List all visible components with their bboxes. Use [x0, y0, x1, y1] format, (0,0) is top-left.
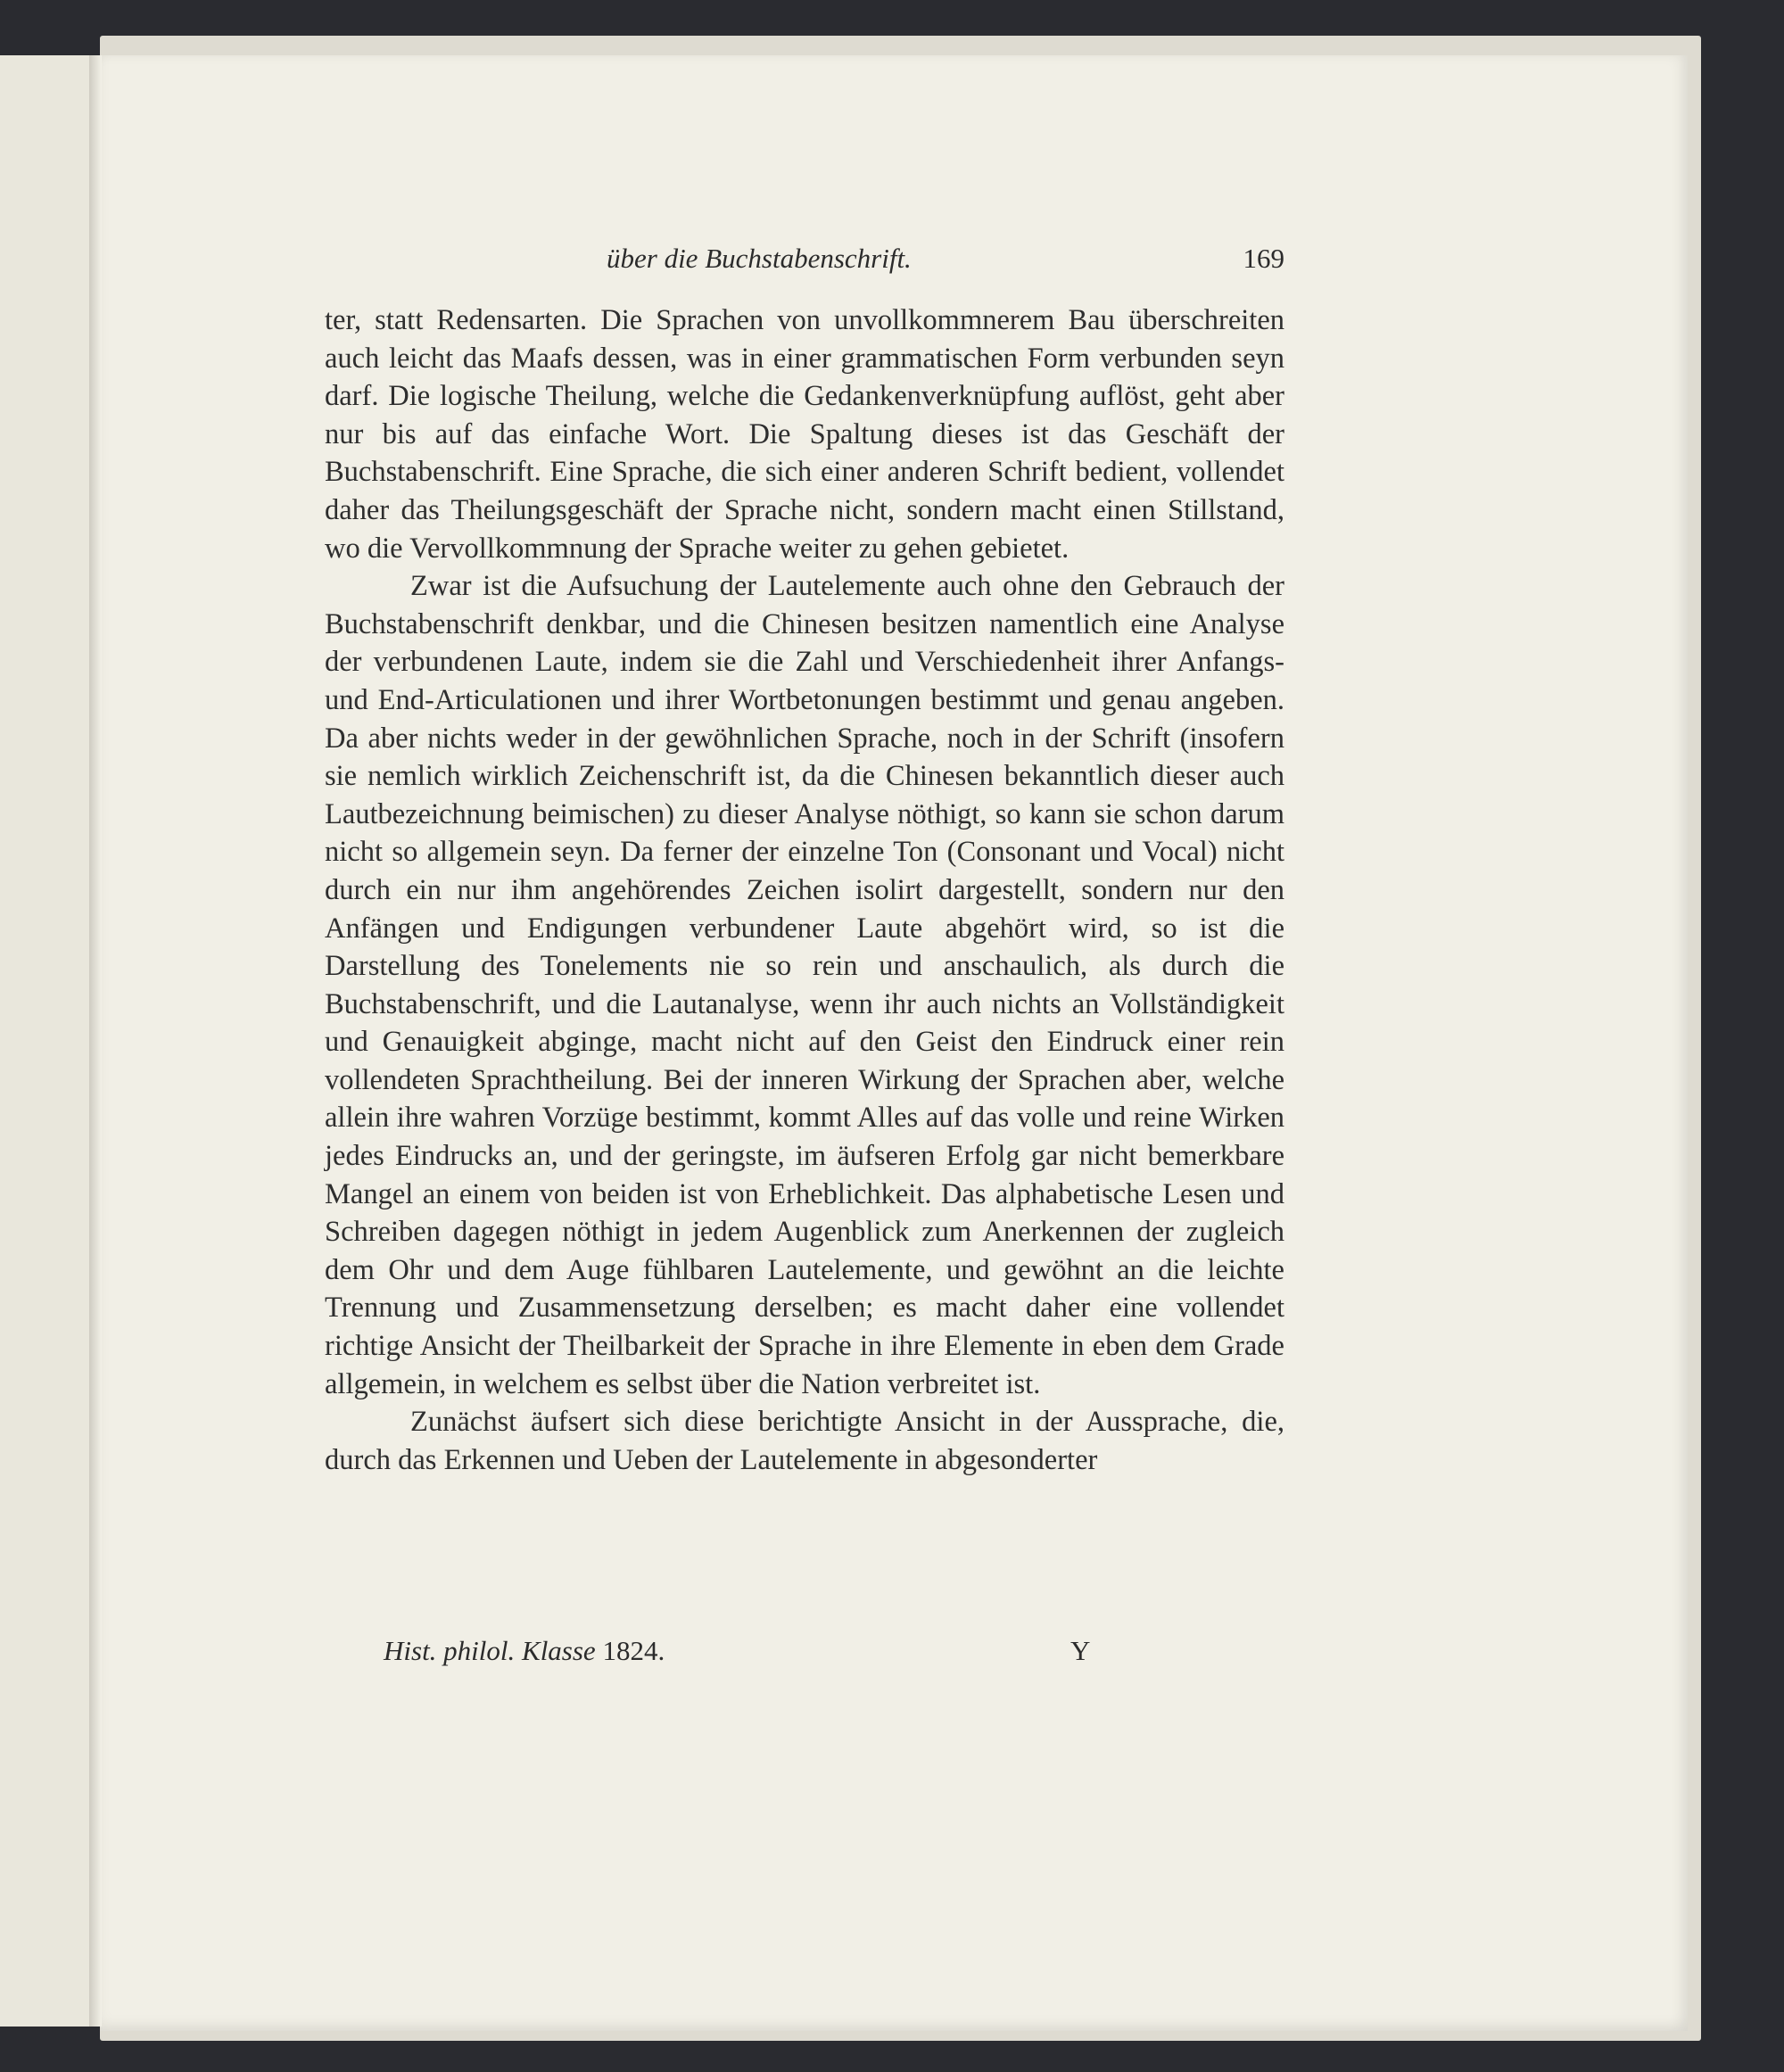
paragraph: Zunächst äufsert sich diese berichtigte Ansicht in der Aussprache, die, durch das Erkennen und Ueben der Lautelemente in abgesonderter	[325, 1406, 1284, 1476]
book-gutter	[89, 55, 102, 2027]
signature-line	[384, 1635, 665, 1667]
page-footer	[384, 1635, 1097, 1676]
paragraph: Zwar ist die Aufsuchung der Lautelemente auch ohne den Gebrauch der Buchstabenschrift denkbar, und die Chinesen besitzen namentlich eine Analyse der verbundenen Laute, indem sie die Zahl und Verschiedenheit ihrer Anfangs- und End-Articulationen und ihrer Wortbetonungen bestimmt und genau angeben. Da aber nichts weder in der gewöhnlichen Sprache, noch in der Schrift (insofern sie nemlich wirklich Zeichenschrift ist, da die Chinesen bekanntlich dieser auch Lautbezeichnung beimischen) zu dieser Analyse nöthigt, so kann sie schon darum nicht so allgemein seyn. Da ferner der einzelne Ton (Consonant und Vocal) nicht durch ein nur ihm angehörendes Zeichen isolirt dargestellt, sondern nur den Anfängen und Endigungen verbundener Laute abgehört wird, so ist die Darstellung des Tonelements nie so rein und anschaulich, als durch die Buchstabenschrift, und die Lautanalyse, wenn ihr auch nichts an Vollständigkeit und Genauigkeit abginge, macht nicht auf den Geist den Eindruck einer rein vollendeten Sprachtheilung. Bei der inneren Wirkung der Sprachen aber, welche allein ihre wahren Vorzüge bestimmt, kommt Alles auf das volle und reine Wirken jedes Eindrucks an, und der geringste, im äufseren Erfolg gar nicht bemerkbare Mangel an einem von beiden ist von Erheblichkeit. Das alphabetische Lesen und Schreiben dagegen nöthigt in jedem Augenblick zum Anerkennen der zugleich dem Ohr und dem Auge fühlbaren Lautelemente, und gewöhnt an die leichte Trennung und Zusammensetzung derselben; es macht daher eine vollendet richtige Ansicht der Theilbarkeit der Sprache in ihre Elemente in eben dem Grade allgemein, in welchem es selbst über die Nation verbreitet ist.	[325, 570, 1284, 1400]
signature-mark: Y	[1070, 1635, 1091, 1666]
body-text	[325, 301, 1284, 1479]
running-title: über die Buchstabenschrift.	[607, 243, 912, 274]
facing-page-edge	[0, 55, 98, 2027]
page-number: 169	[1243, 243, 1284, 274]
page-header	[607, 243, 1284, 284]
paragraph-continued: ter, statt Redensarten. Die Sprachen von unvollkommnerem Bau überschreiten auch leicht das Maafs dessen, was in einer grammatischen Form verbunden seyn darf. Die logische Theilung, welche die Gedankenverknüpfung auflöst, geht aber nur bis auf das einfache Wort. Die Spaltung dieses ist das Geschäft der Buchstabenschrift. Eine Sprache, die sich einer anderen Schrift bedient, vollendet daher das Theilungsgeschäft der Sprache nicht, sondern macht einen Stillstand, wo die Vervollkommnung der Sprache weiter zu gehen gebietet.	[325, 304, 1284, 565]
signature-text: Hist. philol. Klasse	[384, 1635, 596, 1666]
signature-year: 1824.	[602, 1635, 665, 1666]
